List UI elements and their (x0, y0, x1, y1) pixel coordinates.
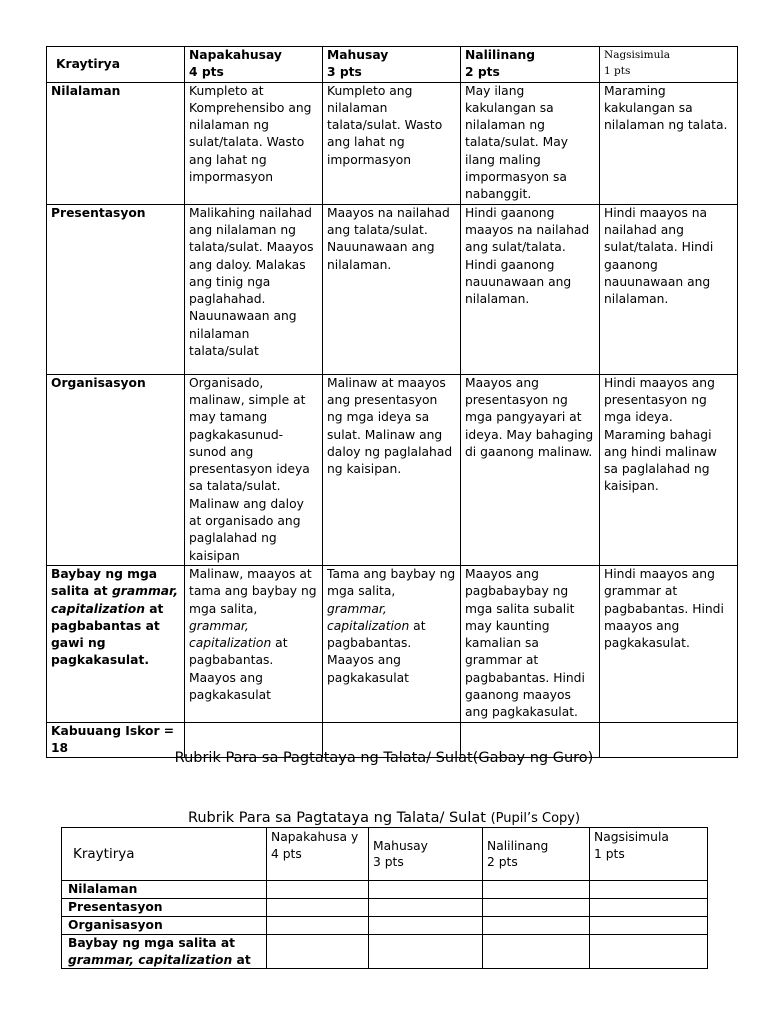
pupil-rubric-title: Rubrik Para sa Pagtataya ng Talata/ Sulat (Pupil’s Copy) (187, 810, 581, 826)
level-header-mahusay: Mahusay 3 pts (369, 828, 483, 881)
rubric-cell: Hindi maayos ang presentasyon ng mga ideya. Maraming bahagi ang hindi malinaw sa paglalahad ng kaisipan. (600, 374, 738, 565)
table-row (62, 935, 708, 969)
empty-cell (483, 899, 590, 917)
header-row (47, 47, 738, 83)
level-header-mahusay: Mahusay 3 pts (323, 47, 461, 83)
table-row (62, 881, 708, 899)
rubric-cell: Maayos ang pagbabaybay ng mga salita subalit may kaunting kamalian sa grammar at pagbabantas. Hindi gaanong maayos ang pagkakasulat. (461, 565, 600, 722)
empty-cell (369, 899, 483, 917)
empty-cell (369, 881, 483, 899)
criteria-organisasyon: Organisasyon (62, 917, 267, 935)
table-row (47, 374, 738, 565)
level-header-napakahusay: Napakahusa y 4 pts (267, 828, 369, 881)
level-header-nagsisimula: Nagsisimula 1 pts (600, 47, 738, 83)
empty-cell (369, 917, 483, 935)
empty-cell (483, 881, 590, 899)
pupil-rubric-table (61, 827, 708, 969)
criteria-baybay: Baybay ng mga salita at grammar, capitalization at (62, 935, 267, 969)
rubric-cell: Maayos na nailahad ang talata/sulat. Nauunawaan ang nilalaman. (323, 204, 461, 374)
criteria-nilalaman: Nilalaman (62, 881, 267, 899)
rubric-cell: May ilang kakulangan sa nilalaman ng talata/sulat. May ilang maling impormasyon sa nabanggit. (461, 82, 600, 204)
teacher-rubric-title: Rubrik Para sa Pagtataya ng Talata/ Sulat(Gabay ng Guro) (174, 750, 594, 766)
criteria-presentasyon: Presentasyon (47, 204, 185, 374)
table-row (47, 82, 738, 204)
level-header-nalilinang: Nalilinang 2 pts (483, 828, 590, 881)
empty-cell (369, 935, 483, 969)
criteria-baybay: Baybay ng mga salita at grammar, capitalization at pagbabantas at gawi ng pagkakasulat. (47, 565, 185, 722)
level-header-nagsisimula: Nagsisimula 1 pts (590, 828, 708, 881)
rubric-cell: Hindi gaanong maayos na nailahad ang sulat/talata. Hindi gaanong nauunawaan ang nilalaman. (461, 204, 600, 374)
rubric-cell: Hindi maayos ang grammar at pagbabantas. Hindi maayos ang pagkakasulat. (600, 565, 738, 722)
rubric-cell: Maayos ang presentasyon ng mga pangyayari at ideya. May bahaging di gaanong malinaw. (461, 374, 600, 565)
table-row (62, 917, 708, 935)
criteria-presentasyon: Presentasyon (62, 899, 267, 917)
table-row (62, 899, 708, 917)
rubric-cell: Malinaw, maayos at tama ang baybay ng mga salita, grammar, capitalization at pagbabantas. Maayos ang pagkakasulat (185, 565, 323, 722)
rubric-cell: Tama ang baybay ng mga salita, grammar, capitalization at pagbabantas. Maayos ang pagkakasulat (323, 565, 461, 722)
empty-cell (267, 881, 369, 899)
criteria-header: Kraytirya (47, 47, 185, 83)
empty-cell (590, 899, 708, 917)
criteria-total: Kabuuang Iskor = 18 (47, 722, 185, 758)
table-row (47, 204, 738, 374)
rubric-cell: Organisado, malinaw, simple at may tamang pagkakasunud-sunod ang presentasyon ideya sa talata/sulat. Malinaw ang daloy at organisado ang paglalahad ng kaisipan (185, 374, 323, 565)
rubric-cell: Malikahing nailahad ang nilalaman ng talata/sulat. Maayos ang daloy. Malakas ang tinig nga paglahahad. Nauunawaan ang nilalaman talata/sulat (185, 204, 323, 374)
rubric-cell: Kumpleto ang nilalaman talata/sulat. Wasto ang lahat ng impormasyon (323, 82, 461, 204)
level-header-nalilinang: Nalilinang 2 pts (461, 47, 600, 83)
level-header-napakahusay: Napakahusay 4 pts (185, 47, 323, 83)
table-row (47, 565, 738, 722)
criteria-nilalaman: Nilalaman (47, 82, 185, 204)
rubric-cell: Malinaw at maayos ang presentasyon ng mga ideya sa sulat. Malinaw ang daloy ng paglalahad ng kaisipan. (323, 374, 461, 565)
rubric-cell: Hindi maayos na nailahad ang sulat/talata. Hindi gaanong nauunawaan ang nilalaman. (600, 204, 738, 374)
empty-cell (590, 881, 708, 899)
empty-cell (267, 917, 369, 935)
empty-cell (483, 935, 590, 969)
empty-cell (483, 917, 590, 935)
empty-cell (267, 899, 369, 917)
criteria-organisasyon: Organisasyon (47, 374, 185, 565)
empty-cell (267, 935, 369, 969)
empty-cell (590, 935, 708, 969)
header-row (62, 828, 708, 881)
rubric-cell: Kumpleto at Komprehensibo ang nilalaman ng sulat/talata. Wasto ang lahat ng impormasyon (185, 82, 323, 204)
teacher-rubric-table (46, 46, 738, 758)
criteria-header: Kraytirya (62, 828, 267, 881)
empty-cell (590, 917, 708, 935)
rubric-cell: Maraming kakulangan sa nilalaman ng talata. (600, 82, 738, 204)
